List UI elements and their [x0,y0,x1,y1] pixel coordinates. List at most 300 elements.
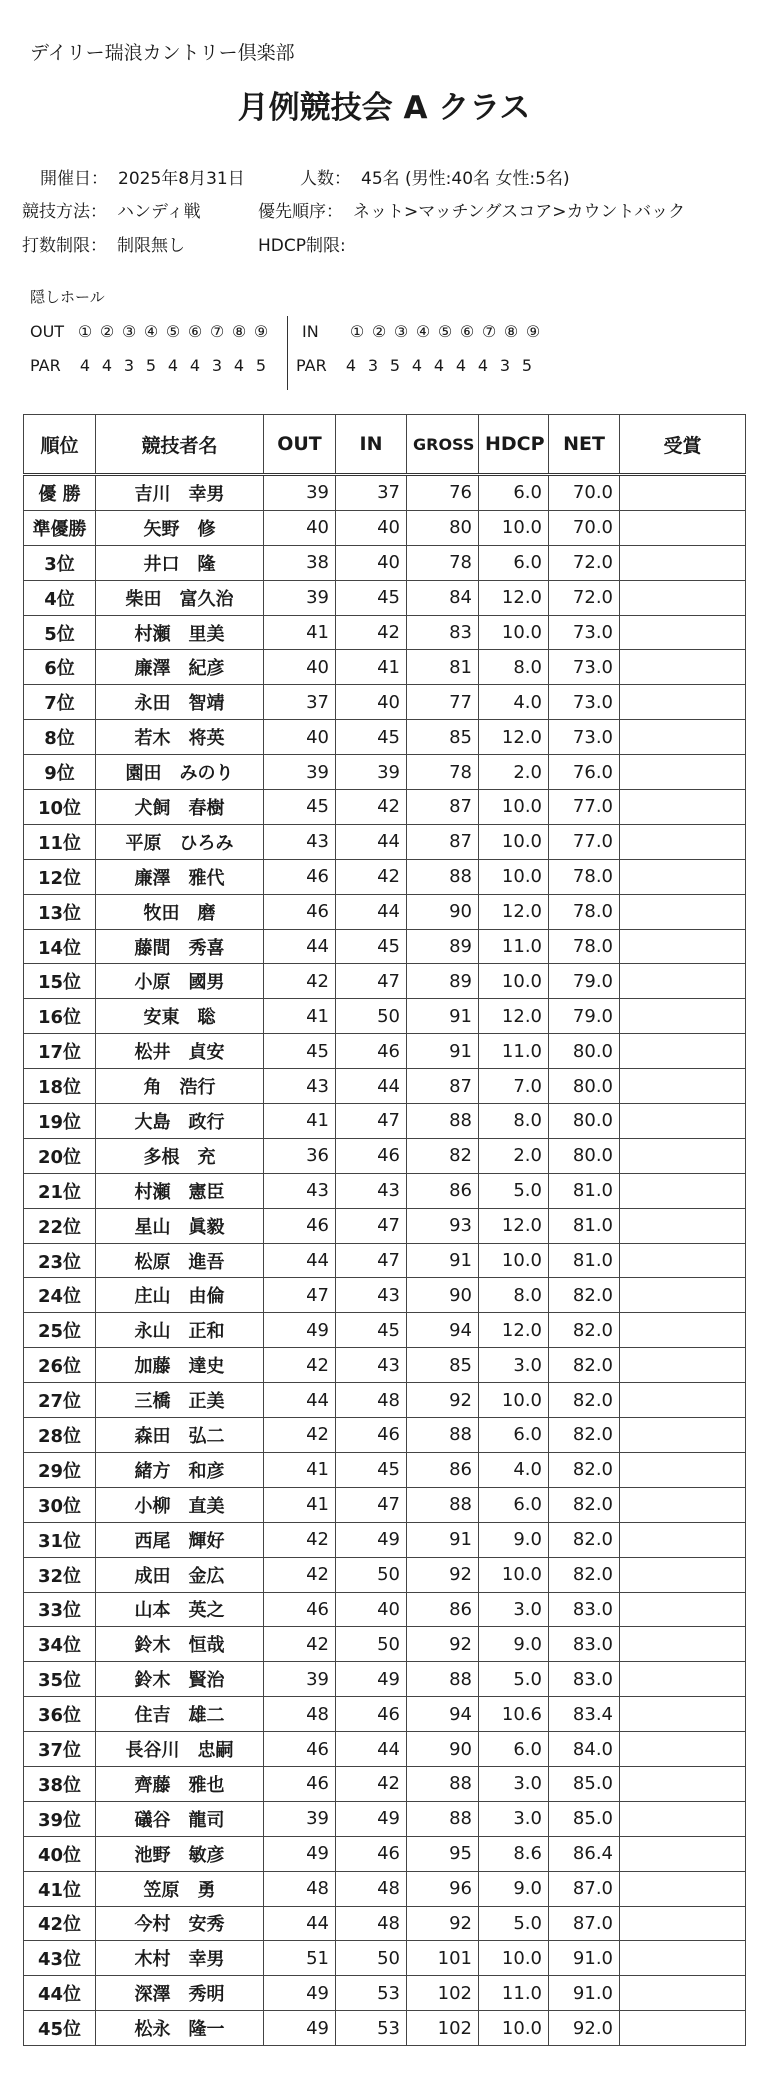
net-cell: 83.0 [549,1592,620,1627]
rank-cell: 44位 [24,1976,96,2011]
hole-mark: ⑤ [437,322,453,341]
award-cell [620,1243,746,1278]
name-cell: 今村 安秀 [96,1906,264,1941]
award-cell [620,999,746,1034]
out-cell: 42 [264,964,336,999]
out-cell: 48 [264,1697,336,1732]
table-row [24,1801,746,1836]
rank-cell: 21位 [24,1173,96,1208]
name-cell: 緒方 和彦 [96,1452,264,1487]
in-cell: 46 [336,1034,407,1069]
hole-mark: ② [99,322,115,341]
hdcp-cell: 10.0 [479,1557,549,1592]
gross-cell: 88 [407,1801,479,1836]
net-cell: 77.0 [549,790,620,825]
hole-mark: ⑨ [253,322,269,341]
name-cell: 犬飼 春樹 [96,790,264,825]
out-cell: 41 [264,999,336,1034]
priority-info [258,197,685,222]
hdcp-cell: 10.0 [479,790,549,825]
gross-cell: 90 [407,1732,479,1767]
par-value: 3 [123,356,135,375]
in-par-label: PAR [296,356,327,375]
par-value: 5 [255,356,267,375]
out-cell: 39 [264,475,336,511]
net-cell: 81.0 [549,1173,620,1208]
method-label: 競技方法： [22,202,107,222]
rank-cell: 9位 [24,755,96,790]
in-cell: 49 [336,1662,407,1697]
gross-cell: 87 [407,824,479,859]
net-cell: 82.0 [549,1278,620,1313]
rank-cell: 14位 [24,929,96,964]
award-cell [620,894,746,929]
date-label: 開催日： [40,169,108,189]
name-cell: 大島 政行 [96,1104,264,1139]
hdcp-cell: 3.0 [479,1801,549,1836]
hdcp-cell: 12.0 [479,580,549,615]
hdcp-cell: 9.0 [479,1522,549,1557]
award-cell [620,615,746,650]
out-cell: 39 [264,580,336,615]
out-cell: 44 [264,929,336,964]
table-row [24,859,746,894]
in-cell: 42 [336,790,407,825]
hdcp-cell: 8.6 [479,1836,549,1871]
rank-cell: 12位 [24,859,96,894]
in-cell: 50 [336,1557,407,1592]
award-cell [620,510,746,545]
table-row [24,1487,746,1522]
net-cell: 85.0 [549,1766,620,1801]
out-cell: 46 [264,894,336,929]
out-cell: 46 [264,1208,336,1243]
rank-cell: 25位 [24,1313,96,1348]
rank-cell: 18位 [24,1069,96,1104]
table-row [24,790,746,825]
table-row [24,475,746,511]
gross-cell: 102 [407,1976,479,2011]
award-cell [620,1487,746,1522]
table-row [24,1557,746,1592]
par-value: 4 [411,356,423,375]
hdcp-cell: 11.0 [479,929,549,964]
in-cell: 40 [336,1592,407,1627]
table-row [24,615,746,650]
in-cell: 44 [336,1069,407,1104]
gross-cell: 92 [407,1383,479,1418]
award-cell [620,1034,746,1069]
date-value: 2025年8月31日 [118,169,245,189]
rank-cell: 28位 [24,1418,96,1453]
hdcp-cell: 2.0 [479,1138,549,1173]
out-cell: 37 [264,685,336,720]
gross-cell: 88 [407,1418,479,1453]
out-cell: 39 [264,1801,336,1836]
out-cell: 41 [264,615,336,650]
out-cell: 41 [264,1452,336,1487]
rank-cell: 26位 [24,1348,96,1383]
in-cell: 42 [336,615,407,650]
net-cell: 84.0 [549,1732,620,1767]
name-cell: 池野 敏彦 [96,1836,264,1871]
table-row [24,1069,746,1104]
hole-mark: ⑥ [459,322,475,341]
table-row [24,1906,746,1941]
award-cell [620,1069,746,1104]
net-cell: 73.0 [549,720,620,755]
name-cell: 加藤 達史 [96,1348,264,1383]
out-cell: 42 [264,1557,336,1592]
net-cell: 92.0 [549,2011,620,2046]
gross-cell: 77 [407,685,479,720]
name-cell: 吉川 幸男 [96,475,264,511]
in-cell: 49 [336,1801,407,1836]
table-row [24,580,746,615]
rank-cell: 8位 [24,720,96,755]
net-cell: 91.0 [549,1941,620,1976]
name-cell: 廉澤 雅代 [96,859,264,894]
net-cell: 79.0 [549,999,620,1034]
hole-mark: ① [349,322,365,341]
name-cell: 山本 英之 [96,1592,264,1627]
hdcp-cell: 12.0 [479,1208,549,1243]
net-cell: 73.0 [549,650,620,685]
hdcp-cell: 2.0 [479,755,549,790]
gross-cell: 89 [407,929,479,964]
net-cell: 82.0 [549,1348,620,1383]
rank-cell: 23位 [24,1243,96,1278]
club-name: デイリー瑞浪カントリー倶楽部 [30,42,295,64]
in-cell: 47 [336,964,407,999]
out-cell: 44 [264,1383,336,1418]
in-cell: 43 [336,1278,407,1313]
net-cell: 87.0 [549,1906,620,1941]
award-cell [620,964,746,999]
hdcp-cell: 10.0 [479,615,549,650]
out-cell: 44 [264,1906,336,1941]
name-cell: 庄山 由倫 [96,1278,264,1313]
hdcp-cell: 6.0 [479,1732,549,1767]
table-row [24,929,746,964]
name-cell: 牧田 磨 [96,894,264,929]
net-cell: 91.0 [549,1976,620,2011]
out-cell: 51 [264,1941,336,1976]
table-row [24,1278,746,1313]
table-row [24,1418,746,1453]
out-cell: 42 [264,1522,336,1557]
out-cell: 46 [264,1732,336,1767]
out-cell: 39 [264,1662,336,1697]
table-row [24,1243,746,1278]
in-cell: 45 [336,580,407,615]
gross-cell: 102 [407,2011,479,2046]
name-cell: 廉澤 紀彦 [96,650,264,685]
hdcp-limit-info [258,231,356,256]
hole-mark: ⑥ [187,322,203,341]
award-cell [620,1418,746,1453]
gross-cell: 87 [407,1069,479,1104]
name-cell: 小原 國男 [96,964,264,999]
award-cell [620,545,746,580]
in-cell: 46 [336,1418,407,1453]
hdcp-cell: 3.0 [479,1348,549,1383]
net-cell: 82.0 [549,1452,620,1487]
hdcp-cell: 4.0 [479,685,549,720]
net-cell: 73.0 [549,615,620,650]
hdcp-cell: 8.0 [479,1104,549,1139]
in-cell: 48 [336,1383,407,1418]
results-table [23,414,746,2046]
gross-cell: 87 [407,790,479,825]
table-row [24,720,746,755]
par-value: 4 [101,356,113,375]
award-cell [620,1592,746,1627]
table-row [24,1313,746,1348]
rank-cell: 16位 [24,999,96,1034]
rank-cell: 43位 [24,1941,96,1976]
in-cell: 40 [336,510,407,545]
gross-cell: 88 [407,859,479,894]
table-row [24,964,746,999]
out-header: OUT [264,415,336,475]
table-row [24,650,746,685]
rank-cell: 7位 [24,685,96,720]
in-cell: 37 [336,475,407,511]
in-cell: 40 [336,545,407,580]
gross-cell: 85 [407,1348,479,1383]
net-cell: 70.0 [549,510,620,545]
in-cell: 42 [336,1766,407,1801]
hdcp-cell: 5.0 [479,1662,549,1697]
par-value: 5 [145,356,157,375]
out-cell: 45 [264,790,336,825]
name-cell: 多根 充 [96,1138,264,1173]
table-row [24,1383,746,1418]
rank-cell: 6位 [24,650,96,685]
name-cell: 笠原 勇 [96,1871,264,1906]
gross-cell: 78 [407,755,479,790]
name-cell: 西尾 輝好 [96,1522,264,1557]
in-cell: 53 [336,1976,407,2011]
gross-cell: 78 [407,545,479,580]
hole-mark: ⑧ [231,322,247,341]
in-cell: 43 [336,1173,407,1208]
results-body [24,475,746,2046]
par-value: 4 [189,356,201,375]
out-cell: 36 [264,1138,336,1173]
priority-value: ネット>マッチングスコア>カウントバック [353,202,686,222]
table-row [24,1104,746,1139]
net-cell: 85.0 [549,1801,620,1836]
table-row [24,685,746,720]
gross-cell: 91 [407,999,479,1034]
out-label: OUT [30,322,65,341]
out-cell: 49 [264,1836,336,1871]
hdcp-cell: 8.0 [479,1278,549,1313]
net-cell: 83.4 [549,1697,620,1732]
hole-mark: ⑦ [209,322,225,341]
award-cell [620,1208,746,1243]
rank-cell: 29位 [24,1452,96,1487]
hole-mark: ⑦ [481,322,497,341]
name-cell: 齊藤 雅也 [96,1766,264,1801]
rank-cell: 31位 [24,1522,96,1557]
hdcp-cell: 11.0 [479,1034,549,1069]
priority-label: 優先順序： [258,202,343,222]
out-cell: 40 [264,650,336,685]
table-row [24,1871,746,1906]
award-cell [620,1278,746,1313]
table-row [24,1208,746,1243]
name-cell: 住吉 雄二 [96,1697,264,1732]
hdcp-cell: 10.0 [479,964,549,999]
hdcp-cell: 12.0 [479,999,549,1034]
gross-cell: 96 [407,1871,479,1906]
par-value: 4 [455,356,467,375]
people-label: 人数： [300,169,351,189]
award-cell [620,929,746,964]
hdcp-header: HDCP [479,415,549,475]
in-cell: 44 [336,1732,407,1767]
rank-cell: 45位 [24,2011,96,2046]
name-cell: 松原 進吾 [96,1243,264,1278]
gross-header: GROSS [407,415,479,475]
gross-cell: 89 [407,964,479,999]
in-cell: 44 [336,824,407,859]
in-cell: 45 [336,1452,407,1487]
date-info [40,164,245,189]
rank-cell: 37位 [24,1732,96,1767]
hdcp-cell: 3.0 [479,1766,549,1801]
hdcp-cell: 10.0 [479,1243,549,1278]
table-row [24,1976,746,2011]
rank-header: 順位 [24,415,96,475]
gross-cell: 92 [407,1627,479,1662]
out-cell: 41 [264,1104,336,1139]
rank-cell: 39位 [24,1801,96,1836]
hdcp-cell: 10.0 [479,510,549,545]
gross-cell: 93 [407,1208,479,1243]
in-cell: 49 [336,1522,407,1557]
award-cell [620,1801,746,1836]
award-cell [620,824,746,859]
rank-cell: 24位 [24,1278,96,1313]
in-cell: 40 [336,685,407,720]
table-row [24,1173,746,1208]
rank-cell: 13位 [24,894,96,929]
table-row [24,510,746,545]
table-row [24,1522,746,1557]
gross-cell: 82 [407,1138,479,1173]
award-cell [620,1557,746,1592]
in-cell: 42 [336,859,407,894]
award-cell [620,2011,746,2046]
name-cell: 木村 幸男 [96,1941,264,1976]
net-cell: 72.0 [549,580,620,615]
net-cell: 82.0 [549,1383,620,1418]
rank-cell: 38位 [24,1766,96,1801]
hole-divider [287,316,288,390]
out-cell: 42 [264,1627,336,1662]
rank-cell: 27位 [24,1383,96,1418]
out-cell: 46 [264,859,336,894]
rank-cell: 4位 [24,580,96,615]
net-cell: 80.0 [549,1138,620,1173]
table-row [24,1941,746,1976]
gross-cell: 86 [407,1592,479,1627]
rank-cell: 3位 [24,545,96,580]
award-header: 受賞 [620,415,746,475]
hidden-holes-title: 隠しホール [30,288,105,306]
hdcp-cell: 5.0 [479,1173,549,1208]
hole-mark: ⑧ [503,322,519,341]
hdcp-cell: 10.0 [479,1383,549,1418]
table-row [24,1452,746,1487]
par-value: 4 [233,356,245,375]
rank-cell: 5位 [24,615,96,650]
table-row [24,1766,746,1801]
name-cell: 小柳 直美 [96,1487,264,1522]
net-cell: 78.0 [549,929,620,964]
net-cell: 73.0 [549,685,620,720]
name-cell: 長谷川 忠嗣 [96,1732,264,1767]
award-cell [620,1766,746,1801]
in-cell: 46 [336,1697,407,1732]
hdcp-cell: 12.0 [479,894,549,929]
people-value: 45名 (男性:40名 女性:5名) [361,169,570,189]
rank-cell: 32位 [24,1557,96,1592]
gross-cell: 91 [407,1034,479,1069]
out-cell: 45 [264,1034,336,1069]
gross-cell: 94 [407,1697,479,1732]
gross-cell: 83 [407,615,479,650]
rank-cell: 20位 [24,1138,96,1173]
out-cell: 43 [264,1173,336,1208]
award-cell [620,1452,746,1487]
table-row [24,1836,746,1871]
hole-mark: ① [77,322,93,341]
award-cell [620,1697,746,1732]
award-cell [620,1836,746,1871]
out-cell: 48 [264,1871,336,1906]
table-row [24,1348,746,1383]
out-cell: 49 [264,1976,336,2011]
gross-cell: 90 [407,1278,479,1313]
rank-cell: 36位 [24,1697,96,1732]
net-cell: 87.0 [549,1871,620,1906]
par-value: 5 [389,356,401,375]
net-header: NET [549,415,620,475]
par-value: 3 [499,356,511,375]
rank-cell: 11位 [24,824,96,859]
hdcp-cell: 7.0 [479,1069,549,1104]
hdcp-cell: 11.0 [479,1976,549,2011]
out-cell: 41 [264,1487,336,1522]
net-cell: 80.0 [549,1034,620,1069]
out-cell: 40 [264,720,336,755]
out-par-row [30,356,272,375]
par-value: 4 [433,356,445,375]
out-cell: 49 [264,1313,336,1348]
method-info [22,197,201,222]
out-cell: 40 [264,510,336,545]
net-cell: 78.0 [549,859,620,894]
net-cell: 78.0 [549,894,620,929]
award-cell [620,1173,746,1208]
name-cell: 藤間 秀喜 [96,929,264,964]
hdcp-cell: 10.0 [479,824,549,859]
